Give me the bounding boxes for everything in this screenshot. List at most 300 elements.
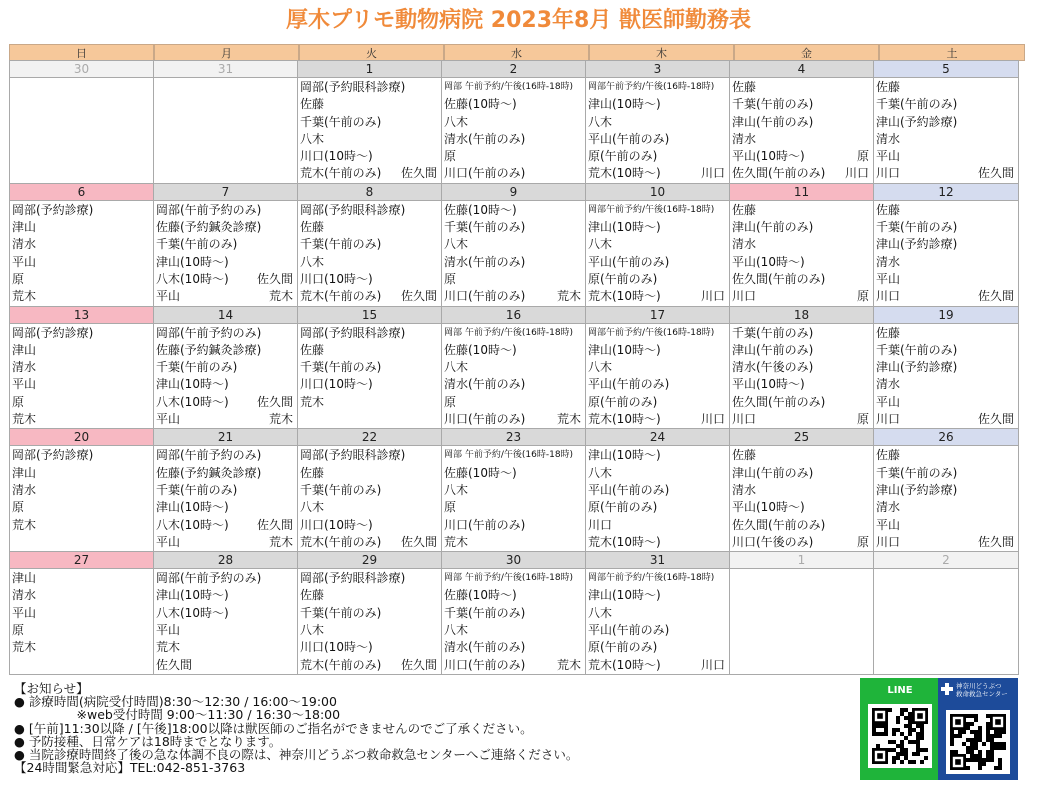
day-number: 2 (442, 61, 585, 78)
staff-entry (588, 657, 729, 674)
staff-entry-left: 千葉(午前のみ) (300, 237, 382, 252)
staff-entry (876, 657, 1018, 674)
staff-entry (588, 394, 729, 411)
staff-entry (12, 148, 153, 165)
day-cell (441, 551, 586, 675)
day-cell (153, 306, 298, 430)
day-number: 9 (442, 184, 585, 201)
staff-entry (12, 96, 153, 113)
staff-entry (444, 465, 585, 482)
staff-entry-left: 八木 (300, 131, 325, 146)
staff-entry-left: 川口(10時～) (300, 377, 373, 392)
staff-entry (156, 482, 297, 499)
kanagawa-label-line1: 神奈川どうぶつ (956, 682, 1002, 690)
day-cell (729, 183, 874, 307)
staff-entry (300, 325, 441, 342)
staff-entry (732, 114, 873, 131)
staff-entry (876, 131, 1018, 148)
staff-entry (588, 254, 729, 271)
staff-entry (732, 359, 873, 376)
day-cell (441, 306, 586, 430)
staff-entry-right: 佐久間 (400, 657, 437, 672)
staff-entry (12, 657, 153, 674)
line-qr-panel[interactable] (860, 678, 940, 780)
notice-line: 【24時間緊急対応】TEL:042-851-3763 (14, 760, 246, 776)
day-number: 26 (874, 429, 1018, 446)
day-number: 25 (730, 429, 873, 446)
staff-entry (300, 622, 441, 639)
staff-entry-left: 岡部(予約眼科診療) (300, 325, 406, 340)
staff-entry (876, 359, 1018, 376)
staff-list (154, 446, 297, 551)
staff-entry-left: 平山 (876, 149, 901, 164)
day-cell (585, 60, 730, 184)
staff-entry-left: 津山(10時～) (588, 342, 661, 357)
staff-entry (588, 570, 729, 587)
day-cell (153, 551, 298, 675)
staff-entry (588, 131, 729, 148)
staff-entry (156, 131, 297, 148)
staff-list (730, 446, 873, 551)
staff-entry (444, 288, 585, 305)
weekday-4: 木 (589, 44, 734, 61)
staff-entry (876, 411, 1018, 428)
staff-entry-left: 八木 (444, 482, 469, 497)
week-row (9, 552, 1025, 675)
staff-entry-right: 荒木 (268, 289, 293, 304)
staff-entry-left: 平山 (876, 517, 901, 532)
staff-entry-left: 川口 (732, 412, 757, 427)
staff-entry-right: 川口 (844, 166, 869, 181)
staff-entry (444, 376, 585, 393)
staff-entry (588, 219, 729, 236)
staff-entry-left: 清水(午前のみ) (444, 640, 526, 655)
staff-entry-left: 岡部午前予約/午後(16時-18時) (588, 82, 715, 92)
staff-entry (300, 376, 441, 393)
staff-entry (444, 254, 585, 271)
staff-entry (588, 96, 729, 113)
kanagawa-emergency-qr-panel[interactable] (938, 678, 1018, 780)
staff-entry-left: 岡部(予約眼科診療) (300, 80, 406, 94)
staff-entry-left: 千葉(午前のみ) (300, 482, 382, 497)
staff-entry (300, 394, 441, 411)
staff-entry (732, 219, 873, 236)
staff-entry-left: 千葉(午前のみ) (300, 114, 382, 129)
staff-entry-left: 千葉(午前のみ) (732, 325, 814, 340)
day-number: 20 (10, 429, 153, 446)
staff-entry (876, 342, 1018, 359)
staff-entry (444, 79, 585, 96)
staff-list (442, 446, 585, 551)
staff-entry-left: 岡部 午前予約/午後(16時-18時) (444, 573, 574, 584)
staff-entry (732, 587, 873, 604)
staff-entry (156, 325, 297, 342)
notice-line: 【お知らせ】 (14, 681, 89, 696)
staff-list (298, 201, 441, 306)
staff-entry (588, 148, 729, 165)
staff-entry-left: 岡部午前予約/午後(16時-18時) (588, 573, 715, 584)
staff-entry-left: 荒木 (12, 640, 37, 655)
staff-entry-right: 佐久間 (400, 289, 437, 304)
staff-entry (12, 639, 153, 656)
staff-entry-left: 川口(午前のみ) (444, 289, 526, 304)
staff-entry (12, 570, 153, 587)
staff-entry-left: 川口(午前のみ) (444, 166, 526, 181)
staff-entry-left: 平山 (156, 534, 181, 549)
staff-entry (300, 96, 441, 113)
staff-entry (732, 96, 873, 113)
staff-entry (156, 465, 297, 482)
staff-entry (732, 288, 873, 305)
staff-entry (732, 447, 873, 464)
staff-entry-left: 平山 (12, 254, 37, 269)
staff-entry-left: 佐久間(午前のみ) (732, 394, 826, 409)
staff-entry-left: 平山(午前のみ) (588, 377, 670, 392)
schedule-calendar (9, 44, 1025, 675)
staff-entry-left: 津山(10時～) (156, 588, 229, 603)
staff-entry (156, 411, 297, 428)
day-number: 11 (730, 184, 873, 201)
day-cell (441, 60, 586, 184)
staff-list (586, 446, 729, 551)
staff-entry (588, 534, 729, 551)
kanagawa-qr-code-icon (946, 710, 1010, 774)
staff-entry-right: 川口 (700, 166, 725, 181)
day-number: 29 (298, 552, 441, 569)
staff-entry-left: 荒木 (12, 289, 37, 304)
staff-entry (588, 482, 729, 499)
staff-entry (300, 288, 441, 305)
staff-entry (156, 114, 297, 131)
line-label: LINE (887, 685, 913, 696)
kanagawa-header (938, 678, 1018, 700)
staff-entry-left: 岡部(午前予約のみ) (156, 448, 262, 463)
day-cell (297, 183, 442, 307)
staff-entry-left: 平山(午前のみ) (588, 131, 670, 146)
staff-entry-left: 原 (444, 271, 457, 286)
staff-list (874, 569, 1018, 674)
staff-entry (732, 570, 873, 587)
staff-entry (732, 148, 873, 165)
staff-entry (300, 271, 441, 288)
staff-entry (444, 359, 585, 376)
staff-entry (588, 411, 729, 428)
staff-entry (732, 236, 873, 253)
staff-entry-left: 荒木(10時～) (588, 166, 661, 181)
staff-list (730, 324, 873, 429)
staff-entry (12, 325, 153, 342)
staff-entry-left: 平山(10時～) (732, 254, 805, 269)
day-number: 17 (586, 307, 729, 324)
staff-entry (300, 517, 441, 534)
staff-entry (156, 570, 297, 587)
staff-entry (444, 342, 585, 359)
staff-entry (156, 219, 297, 236)
staff-entry (300, 534, 441, 551)
staff-entry (300, 131, 441, 148)
staff-entry (300, 165, 441, 182)
staff-entry (732, 202, 873, 219)
day-number: 12 (874, 184, 1018, 201)
staff-entry (156, 202, 297, 219)
staff-entry-left: 平山 (156, 289, 181, 304)
staff-entry (876, 570, 1018, 587)
staff-entry-left: 平山(午前のみ) (588, 482, 670, 497)
staff-entry (12, 271, 153, 288)
staff-entry (588, 288, 729, 305)
staff-entry-left: 千葉(午前のみ) (876, 465, 958, 480)
staff-entry (732, 499, 873, 516)
staff-list (154, 569, 297, 674)
staff-list (874, 324, 1018, 429)
staff-entry-left: 荒木(10時～) (588, 657, 661, 672)
staff-entry-left: 荒木(午前のみ) (300, 534, 382, 549)
staff-entry-left: 八木 (444, 360, 469, 375)
staff-entry (444, 114, 585, 131)
staff-list (10, 324, 153, 429)
staff-entry-right: 原 (856, 534, 869, 549)
staff-entry (300, 657, 441, 674)
day-number: 18 (730, 307, 873, 324)
staff-entry (12, 219, 153, 236)
day-cell (729, 60, 874, 184)
staff-entry (12, 605, 153, 622)
day-number: 6 (10, 184, 153, 201)
staff-entry-left: 荒木 (12, 517, 37, 532)
staff-entry-right: 佐久間 (256, 394, 293, 409)
staff-entry-left: 佐藤 (300, 588, 325, 603)
staff-entry (300, 342, 441, 359)
staff-entry (732, 131, 873, 148)
staff-list (586, 201, 729, 306)
staff-entry (300, 79, 441, 96)
staff-entry (444, 570, 585, 587)
staff-entry (588, 622, 729, 639)
staff-entry (300, 219, 441, 236)
week-row (9, 61, 1025, 184)
staff-entry (876, 219, 1018, 236)
staff-entry-right: 川口 (700, 412, 725, 427)
staff-entry-left: 原(午前のみ) (588, 640, 658, 655)
staff-entry-left: 八木(10時～) (156, 271, 229, 286)
staff-entry (300, 202, 441, 219)
staff-entry (732, 657, 873, 674)
day-cell (729, 551, 874, 675)
staff-entry (444, 517, 585, 534)
weekday-3: 水 (444, 44, 589, 61)
staff-entry (876, 639, 1018, 656)
staff-entry (156, 271, 297, 288)
staff-entry-left: 清水 (12, 588, 37, 603)
day-cell (9, 428, 154, 552)
staff-entry-left: 平山 (876, 394, 901, 409)
staff-list (298, 78, 441, 183)
staff-entry (588, 114, 729, 131)
staff-entry (156, 376, 297, 393)
staff-entry-right: 佐久間 (977, 412, 1014, 427)
staff-entry (876, 587, 1018, 604)
staff-entry-left: 津山(10時～) (156, 500, 229, 515)
staff-entry (300, 639, 441, 656)
staff-entry-left: 千葉(午前のみ) (156, 360, 238, 375)
staff-entry-left: 佐藤(予約鍼灸診療) (156, 220, 262, 235)
day-number: 21 (154, 429, 297, 446)
staff-entry-left: 川口(10時～) (300, 271, 373, 286)
staff-entry-left: 川口 (876, 534, 901, 549)
staff-entry (156, 517, 297, 534)
staff-entry (732, 411, 873, 428)
staff-entry-left: 清水(午後のみ) (732, 360, 814, 375)
staff-entry-left: 津山(予約診療) (876, 482, 958, 497)
staff-entry (156, 342, 297, 359)
staff-entry-left: 原(午前のみ) (588, 149, 658, 164)
staff-entry (732, 394, 873, 411)
staff-entry-left: 千葉(午前のみ) (156, 482, 238, 497)
staff-entry-left: 八木 (588, 360, 613, 375)
staff-entry-left: 川口 (732, 289, 757, 304)
day-number: 27 (10, 552, 153, 569)
staff-list (154, 201, 297, 306)
day-number: 5 (874, 61, 1018, 78)
staff-entry (444, 639, 585, 656)
staff-entry (876, 517, 1018, 534)
staff-entry-left: 千葉(午前のみ) (300, 360, 382, 375)
staff-entry-left: 八木(10時～) (156, 394, 229, 409)
staff-entry-left: 岡部 午前予約/午後(16時-18時) (444, 82, 574, 92)
staff-entry-left: 岡部午前予約/午後(16時-18時) (588, 204, 715, 215)
staff-list (442, 569, 585, 674)
staff-list (298, 446, 441, 551)
staff-entry (588, 79, 729, 96)
staff-entry-left: 津山(午前のみ) (732, 114, 814, 129)
notice-line: ● 診療時間(病院受付時間)8:30～12:30 / 16:00～19:00 (14, 694, 337, 710)
staff-entry-right: 荒木 (268, 534, 293, 549)
notice-line: ● 当院診療時間終了後の急な体調不良の際は、神奈川どうぶつ救命救急センターへご連絡ください。 (14, 747, 579, 763)
staff-entry (12, 411, 153, 428)
staff-entry (732, 254, 873, 271)
staff-entry-left: 清水 (876, 254, 901, 269)
staff-list (10, 446, 153, 551)
weekday-5: 金 (734, 44, 879, 61)
staff-entry (300, 114, 441, 131)
staff-entry-left: 千葉(午前のみ) (444, 220, 526, 235)
staff-entry-left: 川口(午前のみ) (444, 412, 526, 427)
staff-entry-right: 佐久間 (256, 517, 293, 532)
staff-list (730, 78, 873, 183)
staff-entry (732, 605, 873, 622)
page-title: 厚木プリモ動物病院 2023年8月 獣医師勤務表 (286, 8, 751, 33)
staff-entry (444, 482, 585, 499)
staff-entry-left: 八木 (300, 254, 325, 269)
staff-entry-left: 清水(午前のみ) (444, 377, 526, 392)
day-cell (585, 551, 730, 675)
staff-entry (876, 165, 1018, 182)
notice-line: ● 予防接種、日常ケアは18時までとなります。 (14, 733, 282, 749)
staff-entry (588, 639, 729, 656)
staff-entry (12, 114, 153, 131)
staff-entry (588, 447, 729, 464)
staff-entry-left: 川口(10時～) (300, 517, 373, 532)
staff-list (442, 324, 585, 429)
day-cell (873, 183, 1019, 307)
day-cell (873, 428, 1019, 552)
staff-entry-left: 千葉(午前のみ) (876, 220, 958, 235)
staff-entry-left: 八木 (444, 114, 469, 129)
staff-entry-left: 津山(午前のみ) (732, 465, 814, 480)
staff-entry-left: 原(午前のみ) (588, 394, 658, 409)
day-number: 10 (586, 184, 729, 201)
staff-entry-left: 平山(10時～) (732, 500, 805, 515)
staff-entry (444, 96, 585, 113)
staff-entry-left: 佐藤 (876, 448, 901, 463)
staff-entry-left: 川口 (588, 517, 613, 532)
staff-entry (12, 254, 153, 271)
staff-entry (12, 79, 153, 96)
staff-entry-left: 清水 (12, 482, 37, 497)
day-number: 30 (10, 61, 153, 78)
day-cell (153, 428, 298, 552)
staff-entry-left: 平山 (156, 412, 181, 427)
staff-entry-right: 原 (856, 149, 869, 164)
day-cell (297, 551, 442, 675)
staff-entry (588, 499, 729, 516)
staff-entry (444, 657, 585, 674)
staff-list (10, 78, 153, 183)
day-cell (441, 428, 586, 552)
staff-entry-left: 千葉(午前のみ) (876, 97, 958, 112)
staff-entry-right: 川口 (700, 657, 725, 672)
staff-entry-left: 八木 (444, 623, 469, 638)
staff-entry-left: 岡部 午前予約/午後(16時-18時) (444, 450, 574, 461)
staff-entry (588, 236, 729, 253)
staff-list (586, 78, 729, 183)
weekday-header (9, 44, 1025, 61)
staff-entry-left: 荒木(10時～) (588, 412, 661, 427)
staff-entry-left: 佐藤(予約鍼灸診療) (156, 465, 262, 480)
staff-entry-left: 津山(予約診療) (876, 360, 958, 375)
day-cell (729, 306, 874, 430)
staff-entry-left: 千葉(午前のみ) (444, 605, 526, 620)
staff-entry (156, 657, 297, 674)
staff-entry (444, 394, 585, 411)
staff-entry (12, 499, 153, 516)
day-number: 4 (730, 61, 873, 78)
staff-entry (12, 587, 153, 604)
staff-entry (732, 325, 873, 342)
day-number: 16 (442, 307, 585, 324)
staff-entry (444, 499, 585, 516)
staff-list (730, 569, 873, 674)
staff-entry (156, 622, 297, 639)
staff-entry-left: 佐藤 (876, 325, 901, 340)
staff-entry (12, 236, 153, 253)
staff-entry-left: 佐久間(午前のみ) (732, 271, 826, 286)
staff-entry-left: 平山(10時～) (732, 149, 805, 164)
week-row (9, 184, 1025, 307)
staff-entry-left: 千葉(午前のみ) (300, 605, 382, 620)
staff-entry (12, 359, 153, 376)
staff-entry (588, 165, 729, 182)
staff-entry-left: 川口(午前のみ) (444, 657, 526, 672)
staff-list (730, 201, 873, 306)
staff-entry-left: 佐藤 (732, 448, 757, 463)
staff-entry-left: 佐藤 (300, 465, 325, 480)
notice-line: ● [午前]11:30以降 / [午後]18:00以降は獣医師のご指名ができませんのでご了承ください。 (14, 720, 533, 736)
staff-entry (876, 271, 1018, 288)
staff-entry-left: 清水 (876, 500, 901, 515)
staff-entry (300, 499, 441, 516)
staff-entry (876, 447, 1018, 464)
